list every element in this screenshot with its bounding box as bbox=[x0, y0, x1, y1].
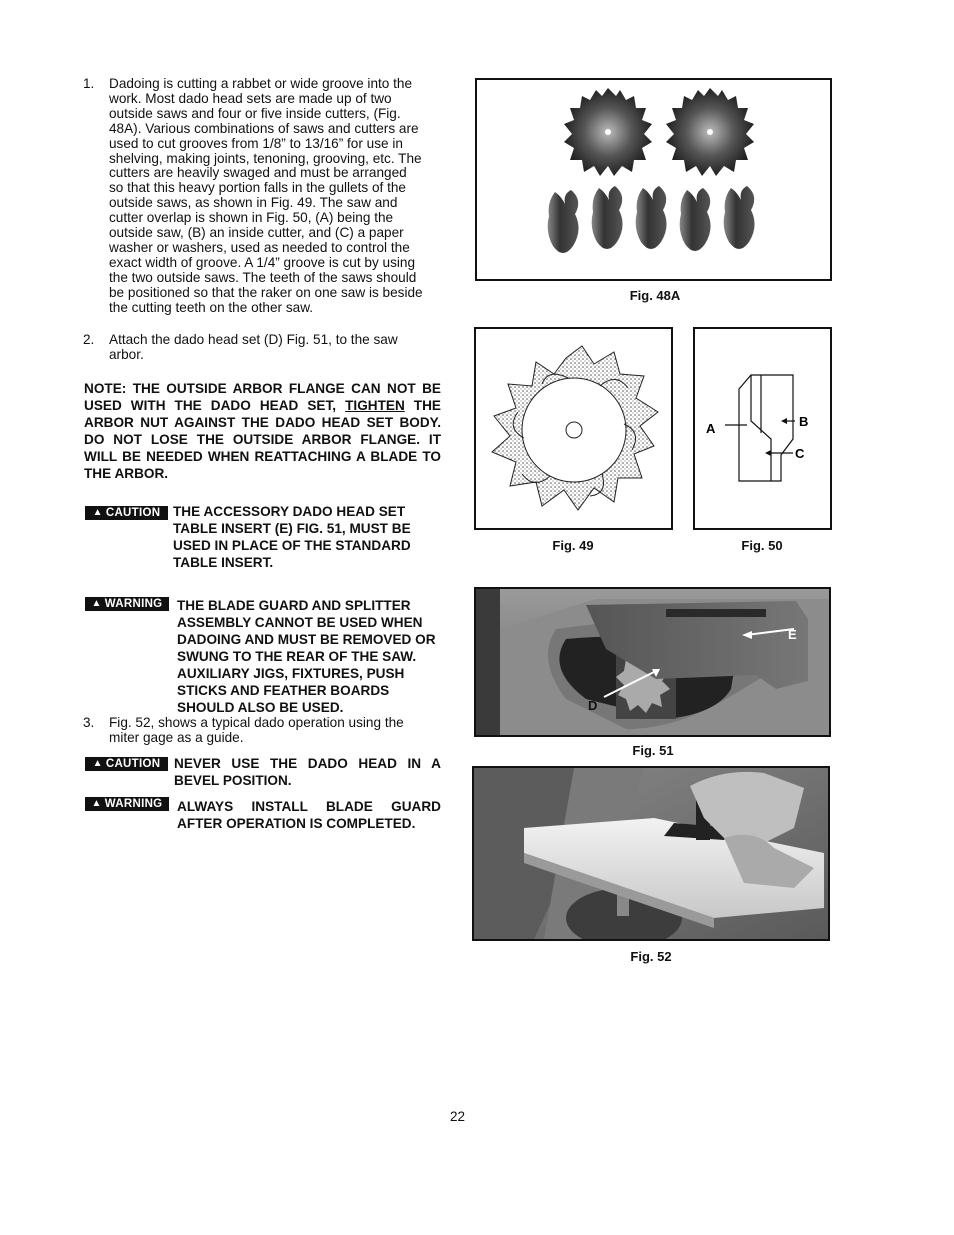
text-line: so that this heavy portion falls in the gullets of the bbox=[109, 180, 406, 196]
label-e: E bbox=[788, 627, 797, 642]
caution-badge bbox=[85, 506, 168, 520]
text-line: work. Most dado head sets are made up of two bbox=[109, 90, 392, 106]
badge-label: CAUTION bbox=[105, 507, 161, 519]
badge-label: WARNING bbox=[104, 598, 163, 610]
warning-text: THE BLADE GUARD AND SPLITTER ASSEMBLY CANNOT BE USED WHEN DADOING AND MUST BE REMOVED OR SWUNG TO THE REAR OF THE SAW. AUXILIARY JIGS, FIXTURES, PUSH STICKS AND FEATHER BOARDS SHOULD ALSO BE USED. bbox=[177, 598, 436, 715]
caution-text: THE ACCESSORY DADO HEAD SET TABLE INSERT (E) FIG. 51, MUST BE USED IN PLACE OF THE STANDARD TABLE INSERT. bbox=[173, 504, 411, 570]
text-line: miter gage as a guide. bbox=[109, 729, 244, 745]
badge-label: WARNING bbox=[104, 798, 163, 810]
text-line: 48A). Various combinations of saws and cutters are bbox=[109, 120, 419, 136]
warning-triangle-icon: ▲ bbox=[91, 598, 102, 609]
text-line: the cutting teeth on the other saw. bbox=[109, 299, 314, 315]
caution-badge bbox=[85, 757, 168, 771]
dado-operation-photo bbox=[474, 768, 828, 939]
outside-saw-blade bbox=[666, 88, 754, 176]
warning-triangle-icon: ▲ bbox=[92, 758, 103, 769]
text-line: arbor. bbox=[109, 346, 144, 362]
list-number: 3. bbox=[83, 715, 95, 730]
list-number: 1. bbox=[83, 76, 95, 91]
figure-52 bbox=[472, 766, 830, 941]
figure-caption: Fig. 48A bbox=[629, 288, 681, 303]
label-b: B bbox=[799, 414, 809, 429]
label-d: D bbox=[588, 698, 598, 713]
list-number: 2. bbox=[83, 332, 95, 347]
figure-49 bbox=[474, 327, 673, 530]
note-underlined-word: TIGHTEN bbox=[345, 398, 405, 413]
label-a: A bbox=[706, 421, 716, 436]
warning-badge bbox=[85, 597, 169, 611]
figure-caption: Fig. 51 bbox=[632, 743, 674, 758]
dado-set-illustration bbox=[477, 80, 830, 279]
text-line: outside saws and four or five inside cutters, (Fig. bbox=[109, 105, 401, 121]
text-line: cutters are heavily swaged and must be arranged bbox=[109, 165, 407, 181]
text-line: exact width of groove. A 1/4” groove is cut by using bbox=[109, 254, 416, 270]
blade-cutter-illustration bbox=[476, 329, 671, 528]
list-item-3 bbox=[83, 716, 443, 746]
text-line: used to cut grooves from 1/8” to 13/16” for use in bbox=[109, 135, 403, 151]
table-insert-photo bbox=[476, 589, 829, 735]
warning-triangle-icon: ▲ bbox=[92, 507, 103, 518]
inside-cutters bbox=[548, 186, 755, 253]
page-number: 22 bbox=[450, 1109, 466, 1124]
outside-saw-blade bbox=[564, 88, 652, 176]
text-line: outside saws, as shown in Fig. 49. The saw and bbox=[109, 195, 398, 211]
text-line: be positioned so that the raker on one saw is beside bbox=[109, 284, 423, 300]
label-c: C bbox=[795, 446, 805, 461]
text-line: outside saw, (B) an inside cutter, and (C) a paper bbox=[109, 225, 404, 241]
note-text: NOTE: THE OUTSIDE ARBOR FLANGE CAN NOT BE USED WITH THE DADO HEAD SET, bbox=[84, 381, 441, 413]
figure-48a bbox=[475, 78, 832, 281]
figure-51 bbox=[474, 587, 831, 737]
text-line: Attach the dado head set (D) Fig. 51, to the saw bbox=[109, 332, 398, 347]
text-line: cutter overlap is shown in Fig. 50, (A) being the bbox=[109, 210, 394, 226]
text-line: Fig. 52, shows a typical dado operation using the bbox=[109, 715, 404, 730]
figure-caption: Fig. 52 bbox=[630, 949, 672, 964]
warning-badge bbox=[85, 797, 169, 811]
text-line: the two outside saws. The teeth of the saws should bbox=[109, 269, 417, 285]
warning-triangle-icon: ▲ bbox=[91, 798, 102, 809]
text-line: Dadoing is cutting a rabbet or wide groove into the bbox=[109, 76, 413, 91]
figure-caption: Fig. 50 bbox=[741, 538, 783, 553]
figure-caption: Fig. 49 bbox=[552, 538, 594, 553]
badge-label: CAUTION bbox=[105, 758, 161, 770]
warning-text: ALWAYS INSTALL BLADE GUARD AFTER OPERATION IS COMPLETED. bbox=[177, 799, 441, 831]
note-text: THE ARBOR NUT AGAINST THE DADO HEAD SET BODY. DO NOT LOSE THE OUTSIDE ARBOR FLANGE. IT WILL BE NEEDED WHEN REATTACHING A BLADE TO THE ARBOR. bbox=[84, 398, 441, 481]
caution-text: NEVER USE THE DADO HEAD IN A BEVEL POSITION. bbox=[174, 756, 441, 788]
figure-50 bbox=[693, 327, 832, 530]
overlap-diagram bbox=[695, 329, 830, 528]
text-line: shelving, making joints, tenoning, grooving, etc. The bbox=[109, 150, 422, 166]
list-item-1 bbox=[83, 77, 443, 316]
note-paragraph bbox=[84, 380, 441, 482]
text-line: washer or washers, used as needed to control the bbox=[109, 239, 410, 255]
list-item-2 bbox=[83, 333, 443, 363]
